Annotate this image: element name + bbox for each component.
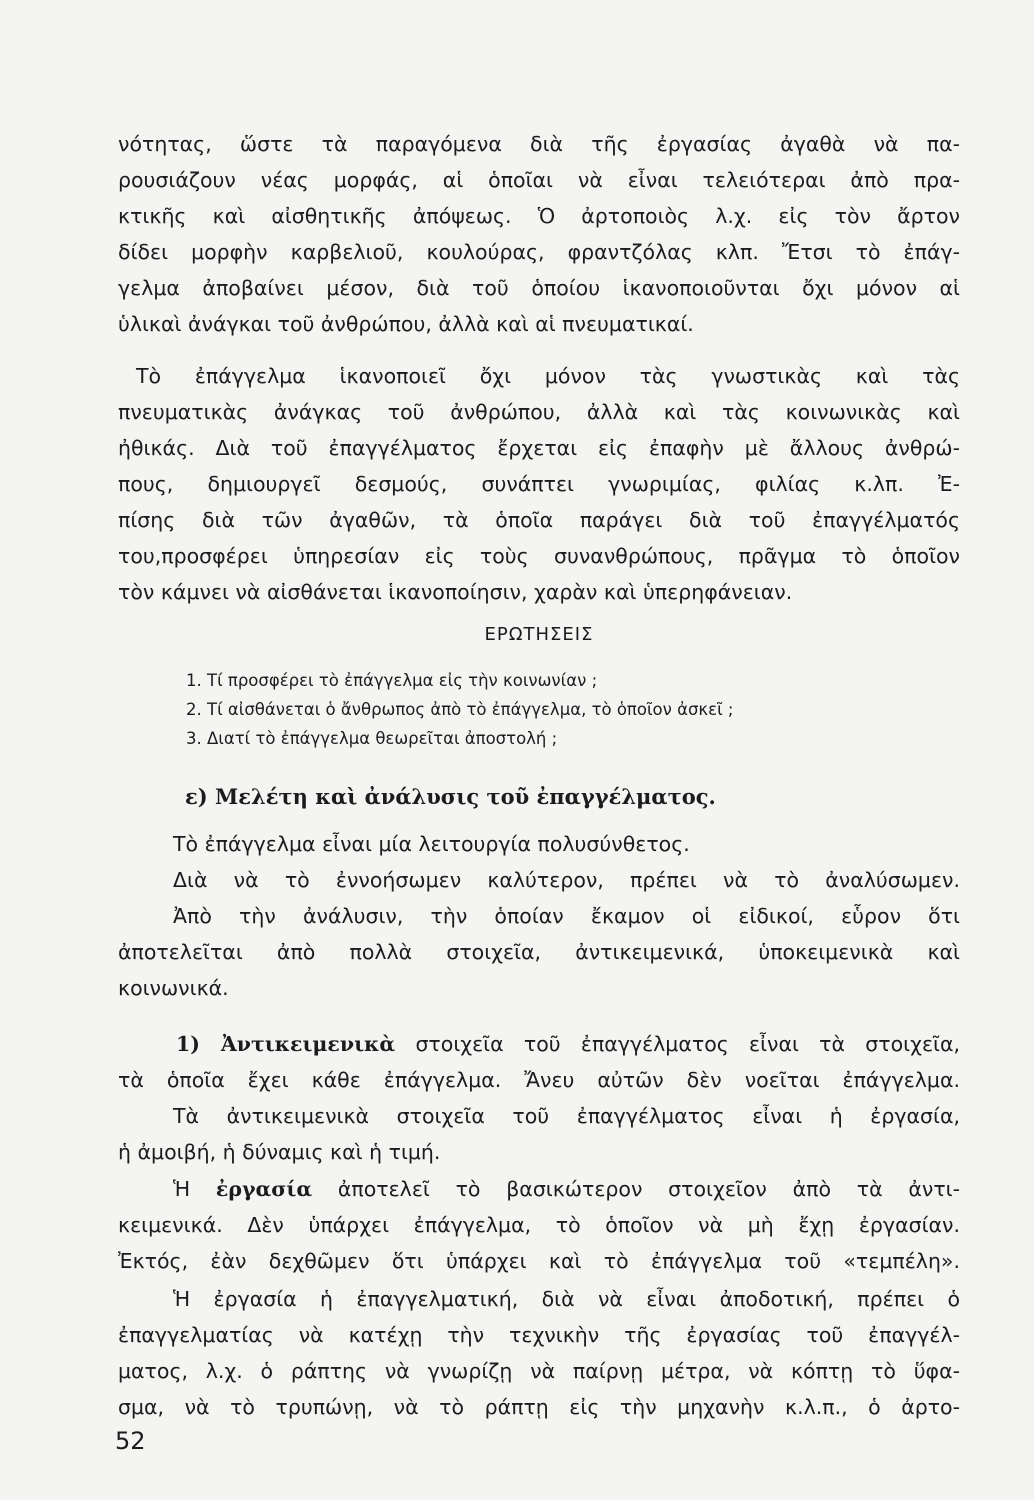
text-run: Ἡ xyxy=(173,1177,216,1201)
text-line: γελμα ἀποβαίνει μέσον, διὰ τοῦ ὁποίου ἱκανοποιοῦνται ὄχι μόνον αἱ xyxy=(118,276,960,300)
text-line: τὸν κάμνει νὰ αἰσθάνεται ἱκανοποίησιν, χαρὰν καὶ ὑπερηφάνειαν. xyxy=(118,580,793,604)
text-line: κειμενικά. Δὲν ὑπάρχει ἐπάγγελμα, τὸ ὁποῖον νὰ μὴ ἔχῃ ἐργασίαν. xyxy=(118,1213,960,1237)
page-number: 52 xyxy=(115,1427,146,1455)
text-line: Ἐκτός, ἐὰν δεχθῶμεν ὅτι ὑπάρχει καὶ τὸ ἐπάγγελμα τοῦ «τεμπέλη». xyxy=(118,1249,960,1273)
paragraph-1 xyxy=(118,130,960,350)
paragraph-4 xyxy=(118,1030,960,1180)
text-line: Ἡ ἐργασία ἡ ἐπαγγελματική, διὰ νὰ εἶναι ἀποδοτική, πρέπει ὁ xyxy=(173,1287,960,1311)
questions-heading: ΕΡΩΤΗΣΕΙΣ xyxy=(484,624,594,645)
bold-term: ἐργασία xyxy=(215,1177,313,1201)
text-line: κοινωνικά. xyxy=(118,976,229,1000)
text-run: στοιχεῖα τοῦ ἐπαγγέλματος εἶναι τὰ στοιχεῖα, xyxy=(395,1032,960,1056)
paragraph-5 xyxy=(118,1175,960,1285)
question-item: 3. Διατί τὸ ἐπάγγελμα θεωρεῖται ἀποστολή ; xyxy=(186,729,558,748)
text-line: τὰ ὁποῖα ἔχει κάθε ἐπάγγελμα. Ἄνευ αὐτῶν δὲν νοεῖται ἐπάγγελμα. xyxy=(118,1068,960,1092)
text-line: σμα, νὰ τὸ τρυπώνῃ, νὰ τὸ ράπτῃ εἰς τὴν μηχανὴν κ.λ.π., ὁ ἀρτο- xyxy=(118,1395,960,1419)
text-line: πους, δημιουργεῖ δεσμούς, συνάπτει γνωριμίας, φιλίας κ.λπ. Ἐ- xyxy=(118,472,960,496)
text-line xyxy=(176,1030,960,1058)
text-line: Τὰ ἀντικειμενικὰ στοιχεῖα τοῦ ἐπαγγέλματος εἶναι ἡ ἐργασία, xyxy=(173,1104,960,1128)
text-line: πίσης διὰ τῶν ἀγαθῶν, τὰ ὁποῖα παράγει διὰ τοῦ ἐπαγγέλματός xyxy=(118,508,960,532)
question-item: 1. Τί προσφέρει τὸ ἐπάγγελμα εἰς τὴν κοινωνίαν ; xyxy=(186,671,598,690)
text-line: Τὸ ἐπάγγελμα εἶναι μία λειτουργία πολυσύνθετος. xyxy=(173,832,690,856)
text-line: ρουσιάζουν νέας μορφάς, αἱ ὁποῖαι νὰ εἶναι τελειότεραι ἀπὸ πρα- xyxy=(118,168,960,192)
text-line: νότητας, ὥστε τὰ παραγόμενα διὰ τῆς ἐργασίας ἀγαθὰ νὰ πα- xyxy=(118,132,960,156)
text-line: ἐπαγγελματίας νὰ κατέχῃ τὴν τεχνικὴν τῆς ἐργασίας τοῦ ἐπαγγέλ- xyxy=(118,1323,960,1347)
text-line xyxy=(173,1175,960,1203)
text-line: ματος, λ.χ. ὁ ράπτης νὰ γνωρίζῃ νὰ παίρνῃ μέτρα, νὰ κόπτῃ τὸ ὕφα- xyxy=(118,1359,960,1383)
question-item: 2. Τί αἰσθάνεται ὁ ἄνθρωπος ἀπὸ τὸ ἐπάγγελμα, τὸ ὁποῖον ἀσκεῖ ; xyxy=(186,700,734,719)
paragraph-2 xyxy=(118,362,960,622)
text-line: Τὸ ἐπάγγελμα ἱκανοποιεῖ ὄχι μόνον τὰς γνωστικὰς καὶ τὰς xyxy=(136,364,960,388)
paragraph-3 xyxy=(118,830,960,1010)
text-line: του,προσφέρει ὑπηρεσίαν εἰς τοὺς συνανθρώπους, πρᾶγμα τὸ ὁποῖον xyxy=(118,544,960,568)
text-line: ὑλικαὶ ἀνάγκαι τοῦ ἀνθρώπου, ἀλλὰ καὶ αἱ πνευματικαί. xyxy=(118,312,694,336)
text-line: ἠθικάς. Διὰ τοῦ ἐπαγγέλματος ἔρχεται εἰς ἐπαφὴν μὲ ἄλλους ἀνθρώ- xyxy=(118,436,960,460)
text-line: ἀποτελεῖται ἀπὸ πολλὰ στοιχεῖα, ἀντικειμενικά, ὑποκειμενικὰ καὶ xyxy=(118,940,960,964)
text-line: ἡ ἀμοιβή, ἡ δύναμις καὶ ἡ τιμή. xyxy=(118,1140,441,1164)
text-line: πνευματικὰς ἀνάγκας τοῦ ἀνθρώπου, ἀλλὰ καὶ τὰς κοινωνικὰς καὶ xyxy=(118,400,960,424)
section-title: ε) Μελέτη καὶ ἀνάλυσις τοῦ ἐπαγγέλματος. xyxy=(185,784,716,809)
paragraph-6 xyxy=(118,1285,960,1435)
bold-term: 1) Ἀντικειμενικὰ xyxy=(176,1032,396,1056)
text-line: κτικῆς καὶ αἰσθητικῆς ἀπόψεως. Ὁ ἀρτοποιὸς λ.χ. εἰς τὸν ἄρτον xyxy=(118,204,960,228)
text-run: ἀποτελεῖ τὸ βασικώτερον στοιχεῖον ἀπὸ τὰ ἀντι- xyxy=(312,1177,960,1201)
text-line: δίδει μορφὴν καρβελιοῦ, κουλούρας, φραντζόλας κλπ. Ἔτσι τὸ ἐπάγ- xyxy=(118,240,960,264)
text-line: Ἀπὸ τὴν ἀνάλυσιν, τὴν ὁποίαν ἔκαμον οἱ εἰδικοί, εὗρον ὅτι xyxy=(173,904,960,928)
text-line: Διὰ νὰ τὸ ἐννοήσωμεν καλύτερον, πρέπει νὰ τὸ ἀναλύσωμεν. xyxy=(173,868,960,892)
